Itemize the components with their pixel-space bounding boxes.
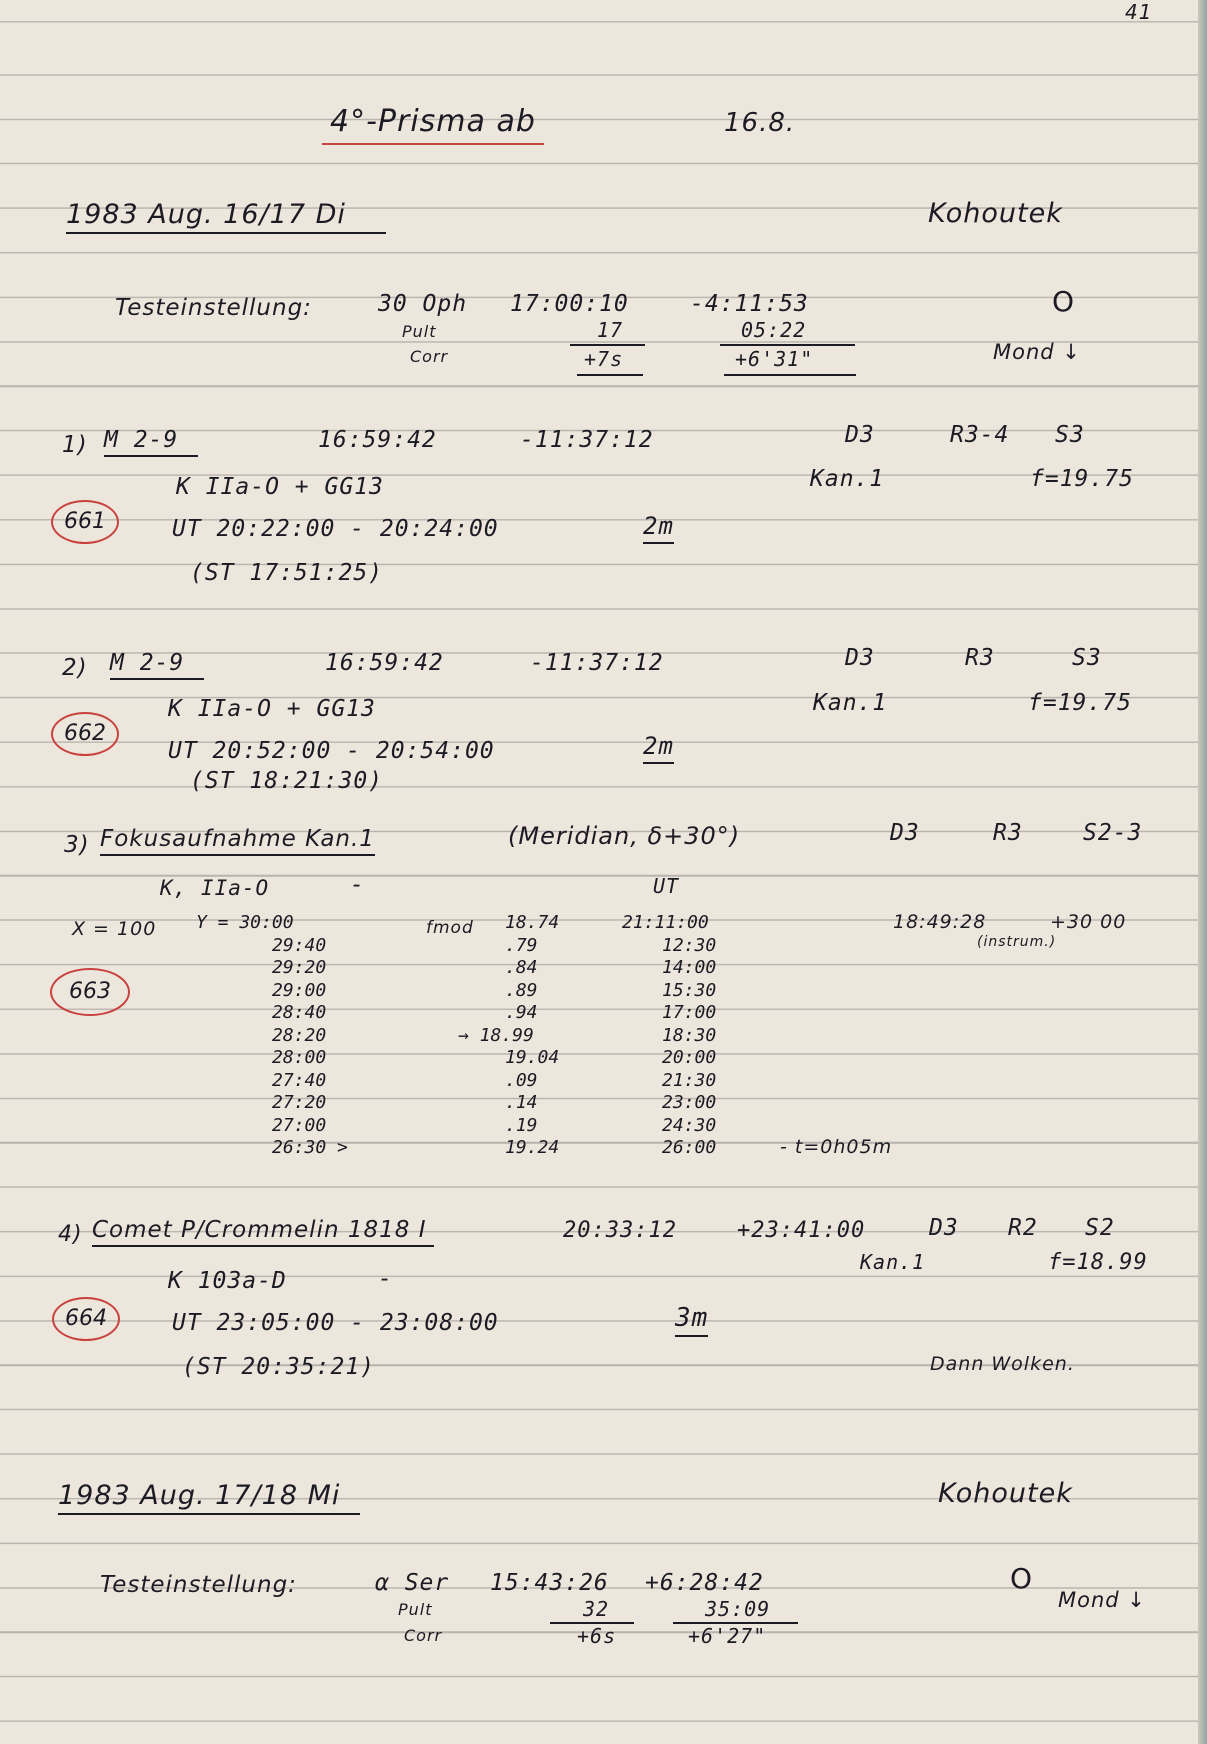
plate-spec: K IIa-O + GG13: [176, 474, 384, 500]
observer: Kohoutek: [938, 1478, 1073, 1509]
kanal: Kan.1: [813, 690, 888, 716]
focus-value: 19.04: [505, 1047, 560, 1068]
plate-number-circle: 663: [50, 968, 130, 1016]
obs-dec: +23:41:00: [737, 1218, 866, 1243]
fmod-label: fmod: [426, 918, 474, 938]
page-edge: [1198, 0, 1207, 1744]
page-title: 4°-Prisma ab: [322, 104, 544, 145]
meridian-note: (Meridian, δ+30°): [508, 822, 741, 850]
focus-value: .79: [505, 934, 538, 956]
clouds-note: Dann Wolken.: [930, 1353, 1075, 1375]
focus-value: .89: [505, 979, 538, 1001]
seeing-r: R3: [993, 820, 1023, 846]
ut-time: 15:30: [662, 979, 717, 1001]
night-date: 1983 Aug. 17/18 Mi: [58, 1480, 360, 1515]
obs-number: 1): [62, 432, 88, 458]
ut-range: UT 23:05:00 - 23:08:00: [172, 1310, 499, 1336]
obs-ra: 16:59:42: [325, 650, 444, 676]
object-name: M 2-9: [104, 427, 198, 457]
plate-spec: K IIa-O + GG13: [168, 696, 376, 722]
instrument-dec: +30 00: [1050, 911, 1127, 933]
ut-time: 18:30: [662, 1024, 717, 1046]
y-setting: 29:00: [272, 979, 327, 1001]
ut-time: 17:00: [662, 1002, 717, 1023]
sidereal-time: (ST 18:21:30): [190, 768, 384, 794]
y-setting: 28:20: [272, 1024, 327, 1046]
focus-value: 18.74: [505, 912, 560, 933]
obs-ra: 16:59:42: [318, 427, 437, 453]
seeing-d: D3: [845, 422, 875, 448]
page-number: 41: [1125, 0, 1153, 24]
moon-label: Mond ↓: [993, 340, 1081, 364]
y-setting: 29:40: [272, 934, 327, 956]
obs-number: 4): [58, 1222, 83, 1247]
dash: -: [350, 872, 365, 898]
object-name: M 2-9: [110, 650, 204, 680]
x-setting: X = 100: [72, 918, 157, 940]
seeing-d: D3: [890, 820, 920, 846]
seeing-s: S2: [1085, 1215, 1115, 1241]
focus-f: f=19.75: [1028, 690, 1132, 716]
dec-corr: +6'31": [735, 347, 814, 371]
ut-range: UT 20:22:00 - 20:24:00: [172, 516, 499, 542]
focus-title: Fokusaufnahme Kan.1: [100, 826, 375, 856]
seeing-s: S2-3: [1083, 820, 1143, 846]
header-date: 16.8.: [724, 108, 796, 138]
pult-label: Pult: [402, 322, 437, 341]
focus-f: f=18.99: [1048, 1250, 1148, 1275]
kanal: Kan.1: [810, 466, 885, 492]
obs-number: 3): [64, 832, 90, 858]
obs-dec: -11:37:12: [530, 650, 664, 676]
ut-time: 21:11:00: [622, 912, 709, 933]
pult-label: Pult: [398, 1600, 433, 1619]
focus-value: 19.24: [505, 1137, 560, 1158]
exposure: 2m: [643, 732, 674, 764]
test-ra: 17:00:10: [510, 291, 629, 317]
corr-label: Corr: [410, 347, 449, 366]
ut-time: 20:00: [662, 1047, 717, 1068]
test-star: α Ser: [375, 1570, 450, 1596]
night-date: 1983 Aug. 16/17 Di: [66, 199, 386, 234]
y-setting: Y = 30:00: [196, 912, 294, 933]
seeing-d: D3: [929, 1215, 959, 1241]
plate-number-circle: 662: [51, 712, 119, 756]
dec-pult: 05:22: [741, 318, 807, 342]
test-label: Testeinstellung:: [115, 295, 312, 321]
seeing-s: S3: [1055, 422, 1085, 448]
focus-value: .09: [505, 1069, 538, 1091]
ut-time: 14:00: [662, 957, 717, 978]
focus-value: .94: [505, 1002, 538, 1023]
focus-value: .14: [505, 1092, 538, 1113]
test-label: Testeinstellung:: [100, 1572, 297, 1598]
moon-symbol: O: [1010, 1562, 1034, 1595]
moon-label: Mond ↓: [1058, 1588, 1146, 1612]
focus-value: → 18.99: [458, 1024, 534, 1046]
ra-pult: 32: [583, 1597, 610, 1621]
dec-pult: 35:09: [705, 1597, 771, 1621]
ut-time: 23:00: [662, 1092, 717, 1113]
y-setting: 28:00: [272, 1047, 327, 1068]
obs-dec: -11:37:12: [520, 427, 654, 453]
ut-range: UT 20:52:00 - 20:54:00: [168, 738, 495, 764]
test-dec: -4:11:53: [690, 291, 809, 317]
fraction-line: [720, 344, 855, 346]
ut-time: 26:00: [662, 1137, 717, 1158]
test-ra: 15:43:26: [490, 1570, 609, 1596]
ut-time: 24:30: [662, 1114, 717, 1136]
focus-f: f=19.75: [1030, 466, 1134, 492]
plate-number-circle: 661: [51, 500, 119, 544]
seeing-r: R3-4: [950, 422, 1010, 448]
sidereal-time: (ST 17:51:25): [190, 560, 384, 586]
corr-label: Corr: [404, 1626, 443, 1645]
fraction-line: [570, 344, 645, 346]
test-dec: +6:28:42: [645, 1570, 764, 1596]
obs-number: 2): [62, 655, 88, 681]
y-setting: 29:20: [272, 957, 327, 978]
ut-time: 21:30: [662, 1069, 717, 1091]
ut-header: UT: [653, 874, 680, 898]
focus-value: .84: [505, 957, 538, 978]
seeing-s: S3: [1072, 645, 1102, 671]
seeing-r: R3: [965, 645, 995, 671]
exposure: 2m: [643, 512, 674, 544]
seeing-d: D3: [845, 645, 875, 671]
fraction-underline: [724, 374, 856, 376]
total-time-note: - t=0h05m: [780, 1136, 893, 1158]
ra-corr: +7s: [584, 347, 624, 371]
seeing-r: R2: [1008, 1215, 1038, 1241]
plate-spec: K 103a-D: [168, 1268, 287, 1294]
ra-corr: +6s: [577, 1624, 617, 1648]
fraction-underline: [577, 374, 643, 376]
ut-time: 12:30: [662, 934, 717, 956]
exposure: 3m: [675, 1303, 708, 1337]
moon-symbol: O: [1052, 285, 1076, 318]
y-setting: 27:40: [272, 1069, 327, 1091]
comet-name: Comet P/Crommelin 1818 I: [92, 1217, 434, 1247]
y-setting: 26:30 >: [272, 1137, 348, 1158]
sidereal-time: (ST 20:35:21): [182, 1354, 376, 1380]
dash: -: [378, 1266, 393, 1292]
obs-ra: 20:33:12: [563, 1218, 677, 1243]
plate-spec: K, IIa-O: [160, 876, 270, 900]
test-star: 30 Oph: [378, 291, 468, 317]
kanal: Kan.1: [860, 1250, 926, 1274]
observer: Kohoutek: [928, 198, 1063, 229]
y-setting: 27:00: [272, 1114, 327, 1136]
y-setting: 27:20: [272, 1092, 327, 1113]
y-setting: 28:40: [272, 1002, 327, 1023]
instrum-note: (instrum.): [977, 934, 1057, 950]
plate-number-circle: 664: [52, 1297, 120, 1341]
focus-value: .19: [505, 1114, 538, 1136]
instrument-st: 18:49:28: [893, 911, 987, 933]
dec-corr: +6'27": [688, 1624, 767, 1648]
ra-pult: 17: [597, 318, 624, 342]
